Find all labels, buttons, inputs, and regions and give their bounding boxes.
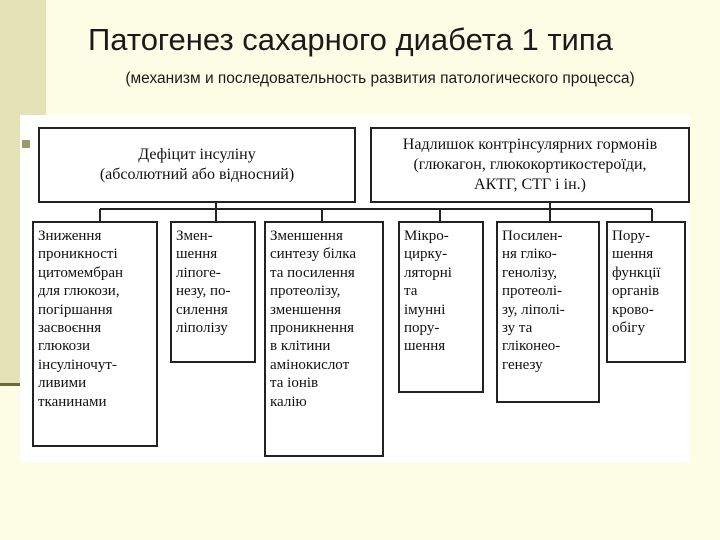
insulin-deficiency-box bbox=[38, 127, 356, 203]
contrainsular-hormones-title: Надлишок контрінсулярних гормонів bbox=[402, 136, 658, 153]
insulin-deficiency-note: (абсолютний або відносний) bbox=[99, 166, 295, 183]
insulin-deficiency-title: Дефіцит інсуліну bbox=[138, 146, 256, 163]
slide-subtitle: (механизм и последовательность развития патологического процесса) bbox=[125, 70, 635, 87]
contrainsular-hormones-box bbox=[370, 127, 690, 203]
contrainsular-hormones-list-2: АКТГ, СТГ і ін.) bbox=[474, 176, 586, 193]
pathogenesis-diagram bbox=[20, 115, 690, 463]
effect-box-glucose-permeability: Зниження проникності цитомембран для глюкози, погіршання засвоєння глюкози інсуліночут- ливими тканинами bbox=[32, 221, 158, 447]
effect-box-lipogenesis: Змен- шення ліпоге- незу, по- силення ліполізу bbox=[170, 221, 256, 363]
slide-title: Патогенез сахарного диабета 1 типа bbox=[88, 22, 613, 57]
effect-box-glycogenolysis: Посилен- ня гліко- генолізу, протеолі- зу, ліполі- зу та гліконео- генезу bbox=[496, 221, 600, 403]
bullet-square bbox=[22, 140, 30, 148]
effect-box-microcirculation: Мікро- цирку- ляторні та імунні пору- шення bbox=[398, 221, 484, 393]
contrainsular-hormones-list-1: (глюкагон, глюкокортикостероїди, bbox=[413, 156, 647, 173]
effect-box-protein-synthesis: Зменшення синтезу білка та посилення протеолізу, зменшення проникнення в клітини амінокислот та іонів калію bbox=[264, 221, 384, 457]
effect-box-circulation: Пору- шення функції органів крово- обігу bbox=[606, 221, 686, 363]
